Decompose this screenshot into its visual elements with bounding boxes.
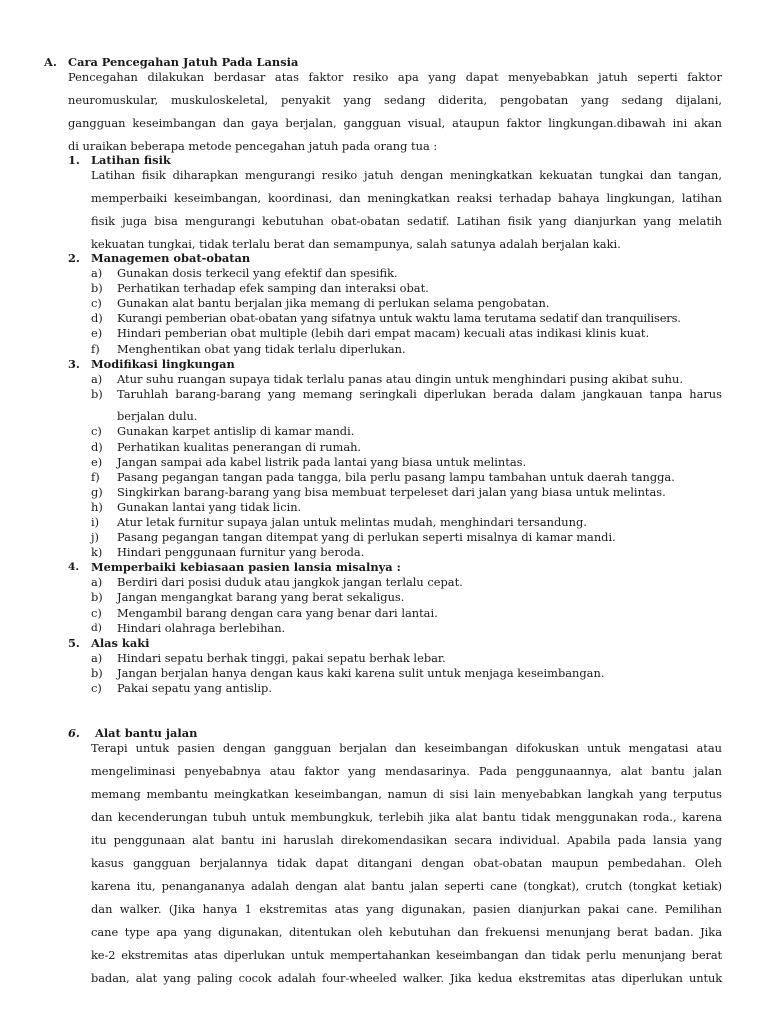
section-1-line-4: kekuatan tungkai, tidak terlalu berat dan semampunya, salah satunya adalah berjalan kaki. [91, 237, 621, 251]
section-a-marker: A. [44, 55, 57, 69]
section-5-title: Alas kaki [91, 636, 150, 650]
section-a-title: Cara Pencegahan Jatuh Pada Lansia [68, 55, 299, 69]
s5-item-text: Jangan berjalan hanya dengan kaus kaki karena sulit untuk menjaga keseimbangan. [117, 666, 605, 680]
section-5-marker: 5. [68, 636, 80, 650]
s3-item-text: Taruhlah barang-barang yang memang seringkali diperlukan berada dalam jangkauan tanpa harus [117, 387, 722, 401]
section-6-title: Alat bantu jalan [95, 726, 198, 740]
s5-item-text: Pakai sepatu yang antislip. [117, 681, 272, 695]
section-6-marker: 6. [68, 726, 80, 740]
s3-item-text: Gunakan karpet antislip di kamar mandi. [117, 424, 355, 438]
s4-item-text: Mengambil barang dengan cara yang benar dari lantai. [117, 606, 438, 620]
s3-item-text: Jangan sampai ada kabel listrik pada lantai yang biasa untuk melintas. [117, 455, 527, 469]
s2-item-text: Perhatikan terhadap efek samping dan interaksi obat. [117, 281, 429, 295]
s2-item-marker: b) [91, 281, 103, 295]
section-3-marker: 3. [68, 357, 80, 371]
s2-item-marker: c) [91, 296, 102, 310]
section-6-line-11: badan, alat yang paling cocok adalah four-wheeled walker. Jika kedua ekstremitas atas diperlukan untuk [91, 971, 722, 985]
section-1-line-1: Latihan fisik diharapkan mengurangi resiko jatuh dengan meningkatkan kekuatan tungkai dan tangan, [91, 168, 722, 182]
s2-item-marker: e) [91, 326, 103, 340]
s2-item-text: Hindari pemberian obat multiple (lebih dari empat macam) kecuali atas indikasi klinis kuat. [117, 326, 650, 340]
section-2-marker: 2. [68, 251, 80, 265]
section-a-line-1: Pencegahan dilakukan berdasar atas faktor resiko apa yang dapat menyebabkan jatuh seperti faktor [68, 70, 722, 84]
s3-item-text: Gunakan lantai yang tidak licin. [117, 500, 302, 514]
s3-item-text-cont: berjalan dulu. [117, 409, 198, 423]
section-1-line-2: memperbaiki keseimbangan, koordinasi, dan meningkatkan reaksi terhadap bahaya lingkungan, latihan [91, 191, 722, 205]
section-6-line-8: dan walker. (Jika hanya 1 ekstremitas atas yang digunakan, pasien dianjurkan pakai cane. Pemilihan [91, 902, 722, 916]
s2-item-marker: a) [91, 266, 103, 280]
section-6-line-10: ke-2 ekstremitas atas diperlukan untuk mempertahankan keseimbangan dan tidak perlu menunjang berat [91, 948, 722, 962]
s5-item-marker: c) [91, 681, 102, 695]
s3-item-marker: e) [91, 455, 103, 469]
section-3-title: Modifikasi lingkungan [91, 357, 235, 371]
s2-item-text: Kurangi pemberian obat-obatan yang sifatnya untuk waktu lama terutama sedatif dan tranquilisers. [117, 311, 681, 325]
section-6-line-2: mengeliminasi penyebabnya atau faktor yang mendasarinya. Pada penggunaannya, alat bantu jalan [91, 764, 722, 778]
s3-item-marker: k) [91, 545, 103, 559]
section-6-line-7: karena itu, penangananya adalah dengan alat bantu jalan seperti cane (tongkat), crutch (tongkat ketiak) [91, 879, 722, 893]
s4-item-marker: b) [91, 590, 103, 604]
s3-item-marker: d) [91, 440, 103, 454]
s3-item-text: Pasang pegangan tangan pada tangga, bila perlu pasang lampu tambahan untuk daerah tangga. [117, 470, 675, 484]
s4-item-marker: a) [91, 575, 103, 589]
s3-item-marker: f) [91, 470, 100, 484]
section-a-line-4: di uraikan beberapa metode pencegahan jatuh pada orang tua : [68, 139, 438, 153]
section-4-marker: 4. [68, 561, 80, 573]
s3-item-marker: i) [91, 515, 100, 529]
s2-item-text: Gunakan alat bantu berjalan jika memang di perlukan selama pengobatan. [117, 296, 550, 310]
section-6-line-6: kasus gangguan berjalannya tidak dapat ditangani dengan obat-obatan maupun pembedahan. Oleh [91, 856, 722, 870]
s3-item-marker: c) [91, 424, 102, 438]
s2-item-marker: f) [91, 342, 100, 356]
section-a-line-2: neuromuskular, muskuloskeletal, penyakit yang sedang diderita, pengobatan yang sedang dijalani, [68, 93, 722, 107]
s4-item-marker: c) [91, 606, 102, 620]
s3-item-marker: j) [91, 530, 99, 544]
section-2-title: Managemen obat-obatan [91, 251, 251, 265]
s3-item-marker: b) [91, 387, 103, 401]
s3-item-text: Singkirkan barang-barang yang bisa membuat terpeleset dari jalan yang biasa untuk melintas. [117, 485, 666, 499]
section-a-line-3: gangguan keseimbangan dan gaya berjalan, gangguan visual, ataupun faktor lingkungan.dibawah ini akan [68, 116, 722, 130]
s3-item-text: Atur letak furnitur supaya jalan untuk melintas mudah, menghindari tersandung. [117, 515, 587, 529]
s2-item-text: Gunakan dosis terkecil yang efektif dan spesifik. [117, 266, 398, 280]
s3-item-text: Pasang pegangan tangan ditempat yang di perlukan seperti misalnya di kamar mandi. [117, 530, 616, 544]
s4-item-marker: d) [91, 622, 102, 634]
section-1-line-3: fisik juga bisa mengurangi kebutuhan obat-obatan sedatif. Latihan fisik yang dianjurkan yang melatih [91, 214, 722, 228]
section-6-line-3: memang membantu meingkatkan keseimbangan, namun di sisi lain menyebabkan langkah yang terputus [91, 787, 722, 801]
section-1-marker: 1. [68, 153, 80, 167]
s3-item-marker: h) [91, 500, 103, 514]
s4-item-text: Jangan mengangkat barang yang berat sekaligus. [117, 590, 405, 604]
section-6-line-1: Terapi untuk pasien dengan gangguan berjalan dan keseimbangan difokuskan untuk mengatasi atau [91, 741, 722, 755]
s3-item-text: Perhatikan kualitas penerangan di rumah. [117, 440, 362, 454]
s3-item-text: Hindari penggunaan furnitur yang beroda. [117, 545, 365, 559]
section-6-line-4: dan kecenderungan tubuh untuk membungkuk, terlebih jika alat bantu tidak menggunakan roda., karena [91, 810, 722, 824]
s2-item-marker: d) [91, 311, 103, 325]
section-4-title: Memperbaiki kebiasaan pasien lansia misalnya : [91, 560, 401, 574]
s5-item-text: Hindari sepatu berhak tinggi, pakai sepatu berhak lebar. [117, 651, 446, 665]
s5-item-marker: a) [91, 651, 103, 665]
section-6-line-5: itu penggunaan alat bantu ini haruslah direkomendasikan secara individual. Apabila pada lansia yang [91, 833, 722, 847]
s5-item-marker: b) [91, 666, 103, 680]
s4-item-text: Hindari olahraga berlebihan. [117, 621, 286, 635]
section-6-line-9: cane type apa yang digunakan, ditentukan oleh kebutuhan dan frekuensi menunjang berat badan. Jika [91, 925, 722, 939]
s3-item-marker: g) [91, 485, 103, 499]
s4-item-text: Berdiri dari posisi duduk atau jangkok jangan terlalu cepat. [117, 575, 463, 589]
s3-item-marker: a) [91, 372, 103, 386]
s3-item-text: Atur suhu ruangan supaya tidak terlalu panas atau dingin untuk menghindari pusing akibat suhu. [117, 372, 683, 386]
section-1-title: Latihan fisik [91, 153, 171, 167]
s2-item-text: Menghentikan obat yang tidak terlalu diperlukan. [117, 342, 406, 356]
